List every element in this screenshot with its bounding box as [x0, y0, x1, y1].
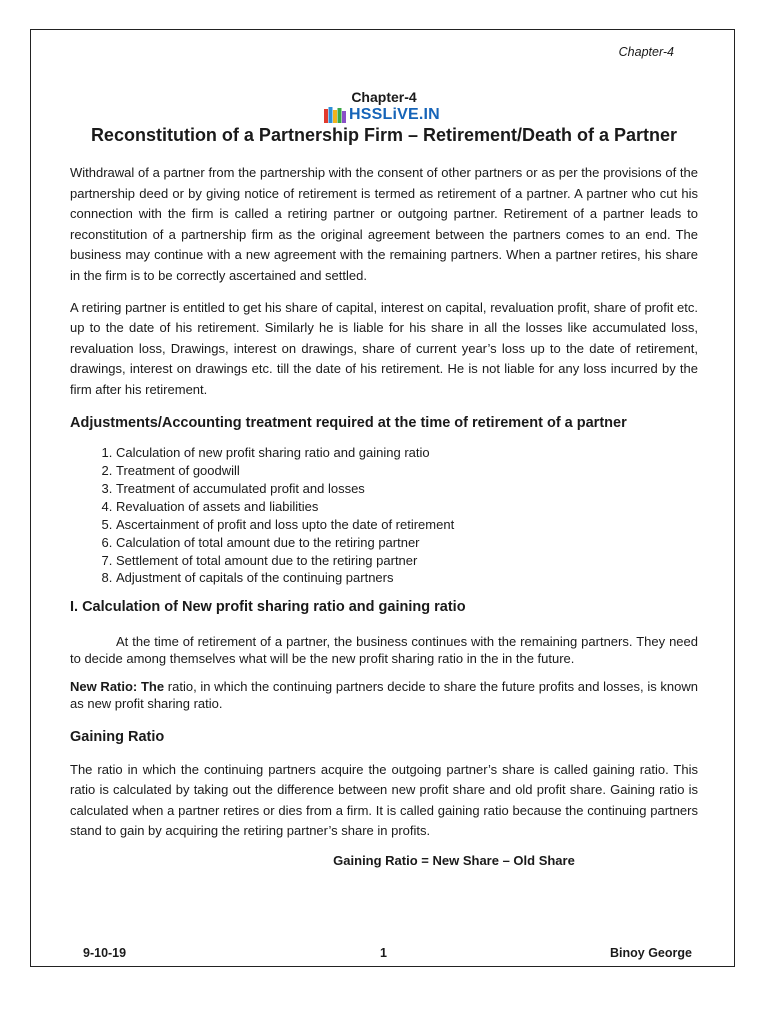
books-icon	[323, 107, 347, 124]
section-heading: I. Calculation of New profit sharing ratio and gaining ratio	[70, 599, 466, 616]
section-intro: At the time of retirement of a partner, the business continues with the remaining partners. They need to decide among themselves what will be the new profit sharing ratio in the in the future.	[70, 633, 698, 667]
page-number: 1	[380, 946, 387, 960]
gaining-ratio-text: The ratio in which the continuing partners acquire the outgoing partner’s share is called gaining ratio. This ratio is calculated by taking out the difference between new profit share and old profit share. Gaining ratio is calculated when a partner retires or dies from a firm. It is called gaining ratio because the continuing partners stand to gain by acquiring the retiring partner’s share in profits.	[70, 761, 698, 839]
list-item: 3. Treatment of accumulated profit and losses	[116, 480, 698, 498]
adjustments-heading: Adjustments/Accounting treatment required at the time of retirement of a partner	[70, 414, 627, 431]
list-item: 4. Revaluation of assets and liabilities	[116, 498, 698, 516]
document-title: Reconstitution of a Partnership Firm – Retirement/Death of a Partner	[90, 125, 678, 145]
adjustments-list	[70, 444, 698, 587]
site-logo	[323, 106, 440, 124]
new-ratio-definition	[70, 678, 698, 713]
list-item: 5. Ascertainment of profit and loss upto the date of retirement	[116, 516, 698, 534]
list-item: 6. Calculation of total amount due to the retiring partner	[116, 534, 698, 552]
footer-author: Binoy George	[610, 946, 692, 960]
footer-date: 9-10-19	[83, 946, 127, 960]
new-ratio-text: ratio, in which the continuing partners decide to share the future profits and losses, is known as new profit sharing ratio.	[70, 678, 699, 712]
running-header: Chapter-4	[618, 45, 674, 59]
list-item: 8. Adjustment of capitals of the continuing partners	[116, 569, 698, 587]
new-ratio-label: New Ratio: The	[70, 678, 165, 694]
list-item: 7. Settlement of total amount due to the retiring partner	[116, 552, 698, 570]
gaining-ratio-heading: Gaining Ratio	[70, 728, 165, 745]
document-body	[70, 163, 698, 872]
chapter-heading: Chapter-4	[351, 89, 417, 105]
entitlement-paragraph: A retiring partner is entitled to get his share of capital, interest on capital, revaluation profit, share of profit etc. up to the date of his retirement. Similarly he is liable for his share in all the losses like accumulated loss, revaluation loss, Drawings, interest on drawings, share of current year’s loss up to the date of retirement, drawings, interest on drawings etc. till the date of his retirement. He is not liable for any loss incurred by the firm after his retirement.	[70, 299, 698, 397]
gaining-ratio-formula: Gaining Ratio = New Share – Old Share	[333, 852, 575, 868]
list-item: 1. Calculation of new profit sharing ratio and gaining ratio	[116, 444, 698, 462]
list-item: 2. Treatment of goodwill	[116, 462, 698, 480]
logo-text: HSSLiVE.IN	[349, 106, 440, 123]
intro-paragraph: Withdrawal of a partner from the partnership with the consent of other partners or as per the provisions of the partnership deed or by giving notice of retirement is termed as retirement of a partner. A partner who cut his connection with the firm is called a retiring partner or outgoing partner. Retirement of a partner leads to reconstitution of a partnership firm as the original agreement between the partners comes to an end. The business may continue with a new agreement with the remaining partners. When a partner retires, his share in the firm is to be correctly ascertained and settled.	[70, 165, 698, 283]
